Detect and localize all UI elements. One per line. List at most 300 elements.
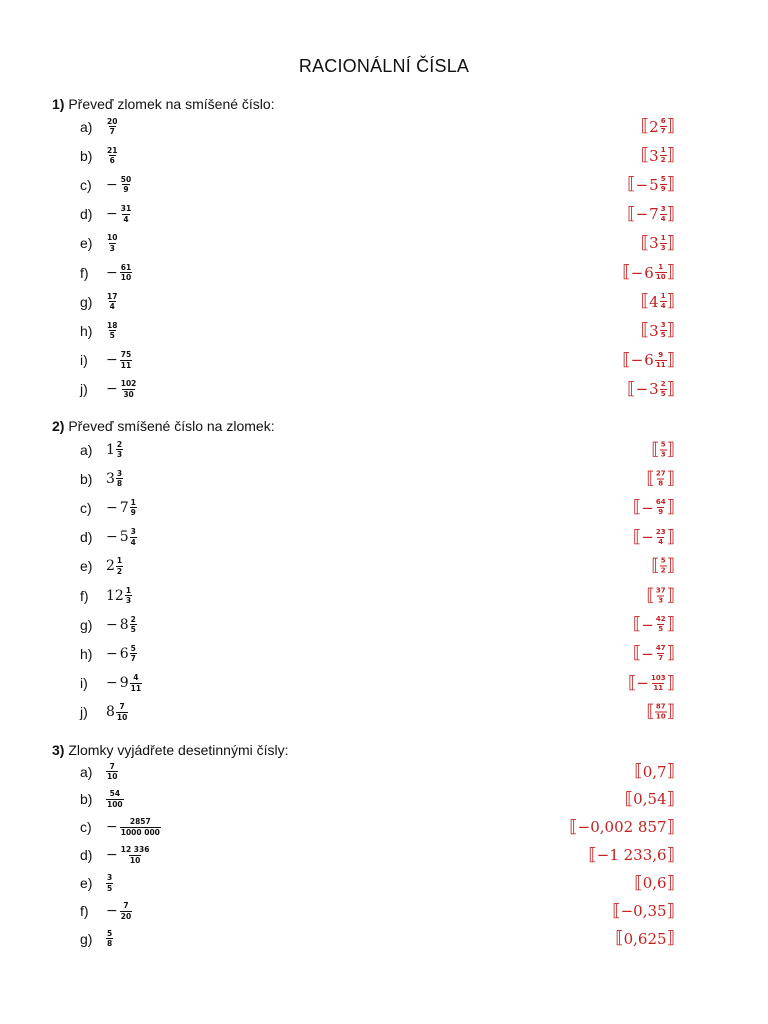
whole-part: 8 [119, 616, 129, 633]
numerator: 5 [107, 928, 113, 938]
fraction [106, 930, 113, 948]
whole-part: 7 [119, 499, 129, 516]
answer [633, 616, 675, 634]
left-double-bracket: ⟦ [634, 761, 643, 781]
denominator: 10 [655, 712, 666, 721]
left-double-bracket: ⟦ [612, 900, 621, 921]
section-heading [52, 96, 275, 112]
fraction [120, 902, 132, 920]
numerator: 4 [133, 673, 139, 683]
answer [641, 234, 675, 252]
whole-part: 3 [106, 470, 115, 487]
denominator: 4 [123, 214, 129, 224]
left-double-bracket: ⟦ [640, 116, 650, 136]
denominator: 10 [116, 712, 128, 722]
denominator: 10 [120, 273, 132, 282]
exercise-row [0, 170, 768, 199]
denominator: 5 [660, 389, 666, 398]
denominator: 10 [129, 855, 141, 865]
answer [633, 499, 675, 517]
denominator: 9 [130, 508, 136, 518]
denominator: 5 [130, 625, 136, 635]
exercise-expression [106, 874, 113, 892]
fraction [106, 234, 118, 252]
fraction [655, 645, 667, 662]
left-double-bracket: ⟦ [627, 378, 636, 399]
numerator: 75 [120, 350, 132, 360]
exercise-row [0, 200, 768, 229]
exercise-row [0, 287, 768, 316]
answer [627, 205, 675, 223]
right-double-bracket: ⟧ [666, 761, 675, 781]
minus-sign: − [106, 176, 118, 193]
exercise-expression [106, 351, 132, 369]
right-double-bracket: ⟧ [666, 701, 675, 722]
right-double-bracket: ⟧ [666, 900, 675, 921]
section-number: 1) [52, 96, 65, 112]
numerator: 5 [660, 556, 666, 565]
section-instruction: Převeď zlomek na smíšené číslo: [68, 96, 275, 112]
denominator: 11 [653, 683, 664, 692]
denominator: 5 [107, 883, 113, 893]
section-number: 2) [52, 418, 65, 434]
minus-sign: − [106, 264, 118, 281]
exercise-row [0, 523, 768, 552]
numerator: 3 [107, 873, 113, 883]
minus-sign: − [641, 615, 654, 634]
exercise-expression [106, 205, 132, 223]
right-double-bracket: ⟧ [666, 555, 675, 576]
denominator: 8 [658, 479, 664, 488]
fraction [120, 380, 138, 398]
fraction [106, 790, 124, 808]
item-label: d) [80, 529, 93, 546]
page-title: RACIONÁLNÍ ČÍSLA [298, 56, 470, 76]
numerator: 7 [123, 901, 129, 910]
denominator: 2 [116, 566, 123, 576]
right-double-bracket: ⟧ [666, 816, 675, 837]
whole-part: 3 [649, 321, 659, 340]
exercise-expression [106, 528, 137, 546]
exercise-row [0, 581, 768, 610]
item-label: f) [80, 264, 89, 281]
minus-sign: − [635, 175, 649, 194]
minus-sign: − [635, 380, 649, 399]
denominator: 6 [109, 156, 115, 166]
answer [651, 441, 675, 458]
denominator: 9 [660, 185, 666, 194]
right-double-bracket: ⟧ [666, 320, 675, 341]
exercise-row [0, 924, 768, 953]
whole-part: 6 [644, 351, 654, 370]
item-label: a) [80, 441, 93, 458]
fraction [655, 352, 667, 369]
numerator: 47 [655, 644, 666, 653]
numerator: 64 [655, 498, 666, 507]
left-double-bracket: ⟦ [622, 349, 631, 370]
section-heading [52, 742, 289, 758]
answer-value: −0,35 [620, 902, 667, 920]
left-double-bracket: ⟦ [622, 262, 631, 282]
fraction [130, 616, 137, 634]
denominator: 3 [660, 243, 666, 252]
item-label: i) [80, 352, 88, 369]
minus-sign: − [106, 903, 118, 919]
item-label: b) [80, 470, 93, 487]
fraction [660, 118, 667, 135]
right-double-bracket: ⟧ [666, 526, 675, 547]
denominator: 11 [655, 360, 666, 369]
numerator: 42 [655, 615, 666, 624]
answer-value: 0,6 [642, 874, 667, 893]
exercise-row [0, 639, 768, 668]
item-label: d) [80, 847, 93, 864]
numerator: 5 [660, 440, 666, 448]
exercise-expression [106, 322, 118, 340]
exercise-row [0, 813, 768, 842]
numerator: 1 [660, 146, 666, 155]
left-double-bracket: ⟦ [640, 291, 650, 312]
left-double-bracket: ⟦ [632, 526, 642, 547]
fraction [655, 616, 667, 633]
exercise-expression [106, 293, 118, 311]
numerator: 3 [660, 204, 666, 213]
whole-part: 3 [649, 146, 659, 165]
denominator: 7 [660, 127, 666, 135]
numerator: 12 336 [120, 845, 150, 855]
denominator: 9 [123, 185, 129, 195]
exercise-expression [106, 930, 113, 948]
fraction [660, 147, 667, 164]
item-label: a) [80, 763, 93, 780]
left-double-bracket: ⟦ [640, 232, 650, 253]
right-double-bracket: ⟧ [666, 643, 675, 664]
numerator: 2 [660, 379, 666, 388]
right-double-bracket: ⟧ [666, 349, 675, 370]
item-label: b) [80, 791, 93, 808]
exercise-row [0, 316, 768, 345]
numerator: 1 [660, 292, 666, 301]
denominator: 2 [660, 566, 666, 575]
exercise-row [0, 493, 768, 522]
fraction [106, 874, 113, 892]
section-instruction: Převeď smíšené číslo na zlomek: [68, 418, 275, 434]
exercise-row [0, 435, 768, 464]
exercise-row [0, 669, 768, 698]
denominator: 4 [109, 302, 115, 312]
left-double-bracket: ⟦ [634, 872, 643, 893]
right-double-bracket: ⟧ [666, 928, 675, 949]
answer [628, 674, 675, 692]
fraction [116, 470, 123, 488]
item-label: c) [80, 176, 92, 193]
section-instruction: Zlomky vyjádřete desetinnými čísly: [68, 742, 289, 758]
answer-value: −0,002 857 [577, 818, 667, 837]
exercise-row [0, 785, 768, 814]
fraction [660, 381, 667, 398]
fraction [655, 264, 667, 281]
fraction [655, 499, 667, 516]
whole-part: 2 [106, 558, 115, 575]
whole-part: 7 [649, 205, 659, 224]
right-double-bracket: ⟧ [666, 262, 675, 282]
denominator: 5 [109, 331, 115, 341]
numerator: 1 [125, 585, 132, 595]
whole-part: 2 [649, 117, 659, 136]
answer-value: 0,7 [642, 762, 667, 781]
minus-sign: − [106, 381, 118, 398]
fraction [660, 235, 667, 252]
exercise-row [0, 346, 768, 375]
whole-part: 3 [649, 234, 659, 253]
item-label: d) [80, 206, 93, 223]
left-double-bracket: ⟦ [569, 816, 578, 837]
denominator: 30 [123, 389, 134, 399]
whole-part: 12 [106, 587, 124, 604]
denominator: 4 [660, 302, 666, 311]
numerator: 21 [107, 145, 118, 155]
item-label: i) [80, 675, 88, 692]
fraction [130, 528, 137, 546]
fraction [120, 205, 132, 223]
exercise-expression [106, 674, 142, 692]
item-label: g) [80, 293, 93, 310]
numerator: 87 [655, 702, 666, 711]
minus-sign: − [106, 499, 118, 516]
numerator: 1 [660, 233, 666, 242]
denominator: 4 [660, 214, 666, 223]
exercise-expression [106, 499, 137, 517]
numerator: 61 [120, 262, 132, 272]
right-double-bracket: ⟧ [666, 614, 675, 635]
whole-part: 3 [649, 380, 659, 399]
exercise-row [0, 698, 768, 727]
answer-value: 0,625 [623, 929, 667, 948]
exercise-row [0, 869, 768, 898]
whole-part: 9 [119, 675, 129, 692]
whole-part: 5 [119, 529, 129, 546]
denominator: 1000 000 [120, 827, 160, 837]
denominator: 11 [130, 683, 142, 693]
answer [641, 322, 675, 340]
left-double-bracket: ⟦ [627, 203, 636, 224]
right-double-bracket: ⟧ [666, 291, 675, 312]
denominator: 10 [107, 772, 118, 781]
exercise-row [0, 464, 768, 493]
denominator: 7 [658, 654, 664, 663]
fraction [120, 176, 132, 194]
fraction [660, 558, 667, 575]
answer [634, 874, 675, 892]
answer [641, 118, 675, 136]
exercise-expression [106, 818, 161, 836]
exercise-expression [106, 234, 118, 252]
denominator: 9 [658, 508, 664, 517]
fraction [655, 704, 667, 721]
exercise-row [0, 112, 768, 141]
fraction [120, 846, 151, 864]
answer [646, 470, 675, 487]
fraction [660, 441, 667, 458]
denominator: 4 [130, 537, 136, 547]
answer [615, 930, 675, 948]
answer [627, 176, 675, 194]
minus-sign: − [106, 206, 118, 223]
answer [641, 293, 675, 311]
answer [633, 645, 675, 663]
denominator: 5 [658, 625, 664, 634]
answer-value: −1 233,6 [596, 846, 667, 865]
fraction [655, 529, 667, 546]
exercise-expression [106, 264, 132, 282]
whole-part: 6 [119, 645, 129, 662]
left-double-bracket: ⟦ [640, 320, 650, 341]
right-double-bracket: ⟧ [666, 174, 675, 195]
minus-sign: − [630, 351, 644, 370]
exercise-row [0, 552, 768, 581]
minus-sign: − [641, 528, 654, 547]
numerator: 5 [660, 175, 666, 184]
whole-part: 8 [106, 704, 115, 721]
exercise-row [0, 229, 768, 258]
exercise-expression [106, 176, 132, 194]
answer [641, 147, 675, 165]
minus-sign: − [106, 645, 118, 662]
right-double-bracket: ⟧ [666, 378, 675, 399]
minus-sign: − [106, 352, 118, 369]
minus-sign: − [630, 263, 644, 282]
right-double-bracket: ⟧ [666, 872, 675, 893]
right-double-bracket: ⟧ [666, 497, 675, 518]
exercise-expression [106, 147, 118, 165]
right-double-bracket: ⟧ [666, 468, 675, 489]
denominator: 2 [660, 156, 666, 165]
denominator: 7 [130, 654, 136, 664]
fraction [655, 587, 667, 604]
item-label: e) [80, 558, 93, 575]
answer [612, 902, 675, 920]
right-double-bracket: ⟧ [666, 145, 675, 166]
item-label: h) [80, 322, 93, 339]
minus-sign: − [636, 674, 649, 693]
item-label: e) [80, 235, 93, 252]
answer [569, 818, 675, 836]
exercise-expression [106, 616, 137, 634]
item-label: c) [80, 819, 92, 836]
denominator: 8 [107, 939, 113, 949]
fraction [655, 470, 667, 487]
numerator: 31 [120, 204, 132, 214]
numerator: 50 [120, 174, 132, 184]
exercise-expression [106, 380, 137, 398]
answer [646, 701, 675, 722]
numerator: 7 [109, 761, 115, 771]
section-number: 3) [52, 742, 65, 758]
item-label: g) [80, 616, 93, 633]
answer [625, 790, 675, 808]
fraction [130, 499, 137, 517]
numerator: 3 [130, 527, 136, 537]
denominator: 3 [658, 596, 664, 604]
fraction [120, 818, 161, 836]
answer [622, 351, 675, 369]
right-double-bracket: ⟧ [666, 672, 675, 693]
numerator: 5 [130, 643, 136, 653]
item-label: j) [80, 381, 88, 398]
numerator: 102 [120, 379, 137, 389]
denominator: 7 [109, 127, 115, 136]
fraction [120, 351, 132, 369]
answer-value: 0,54 [633, 790, 667, 809]
exercise-row [0, 375, 768, 404]
exercise-row [0, 610, 768, 639]
minus-sign: − [106, 616, 118, 633]
numerator: 20 [107, 116, 118, 126]
denominator: 11 [120, 360, 132, 370]
fraction [106, 763, 118, 781]
item-label: h) [80, 645, 93, 662]
exercise-row [0, 897, 768, 926]
minus-sign: − [106, 529, 118, 546]
numerator: 2857 [129, 817, 151, 827]
fraction [106, 118, 118, 136]
minus-sign: − [641, 644, 654, 663]
left-double-bracket: ⟦ [624, 788, 634, 809]
exercise-expression [106, 587, 132, 605]
whole-part: 5 [649, 175, 659, 194]
denominator: 5 [660, 331, 666, 340]
fraction [125, 587, 132, 605]
left-double-bracket: ⟦ [651, 439, 660, 459]
item-label: f) [80, 903, 89, 919]
numerator: 7 [119, 702, 125, 712]
exercise-expression [106, 557, 123, 575]
denominator: 3 [660, 450, 666, 458]
right-double-bracket: ⟧ [666, 844, 675, 865]
fraction [660, 293, 667, 310]
item-label: j) [80, 704, 88, 721]
numerator: 9 [658, 350, 664, 359]
item-label: b) [80, 147, 93, 164]
section-heading [52, 418, 275, 434]
numerator: 54 [109, 789, 121, 799]
numerator: 3 [660, 321, 666, 330]
right-double-bracket: ⟧ [666, 788, 675, 809]
right-double-bracket: ⟧ [666, 439, 675, 459]
left-double-bracket: ⟦ [632, 614, 642, 635]
whole-part: 6 [644, 263, 654, 282]
exercise-expression [106, 118, 118, 136]
exercise-expression [106, 703, 128, 721]
denominator: 10 [655, 273, 666, 281]
exercise-row [0, 258, 768, 287]
fraction [106, 293, 118, 311]
answer [634, 763, 675, 781]
fraction [660, 322, 667, 339]
left-double-bracket: ⟦ [651, 555, 660, 576]
fraction [660, 206, 667, 223]
exercise-row [0, 141, 768, 170]
denominator: 100 [107, 799, 123, 809]
numerator: 2 [116, 439, 123, 449]
left-double-bracket: ⟦ [632, 643, 642, 664]
minus-sign: − [106, 847, 118, 864]
answer [588, 846, 675, 864]
item-label: a) [80, 118, 93, 135]
exercise-expression [106, 846, 150, 864]
answer [651, 555, 675, 576]
fraction [116, 557, 123, 575]
